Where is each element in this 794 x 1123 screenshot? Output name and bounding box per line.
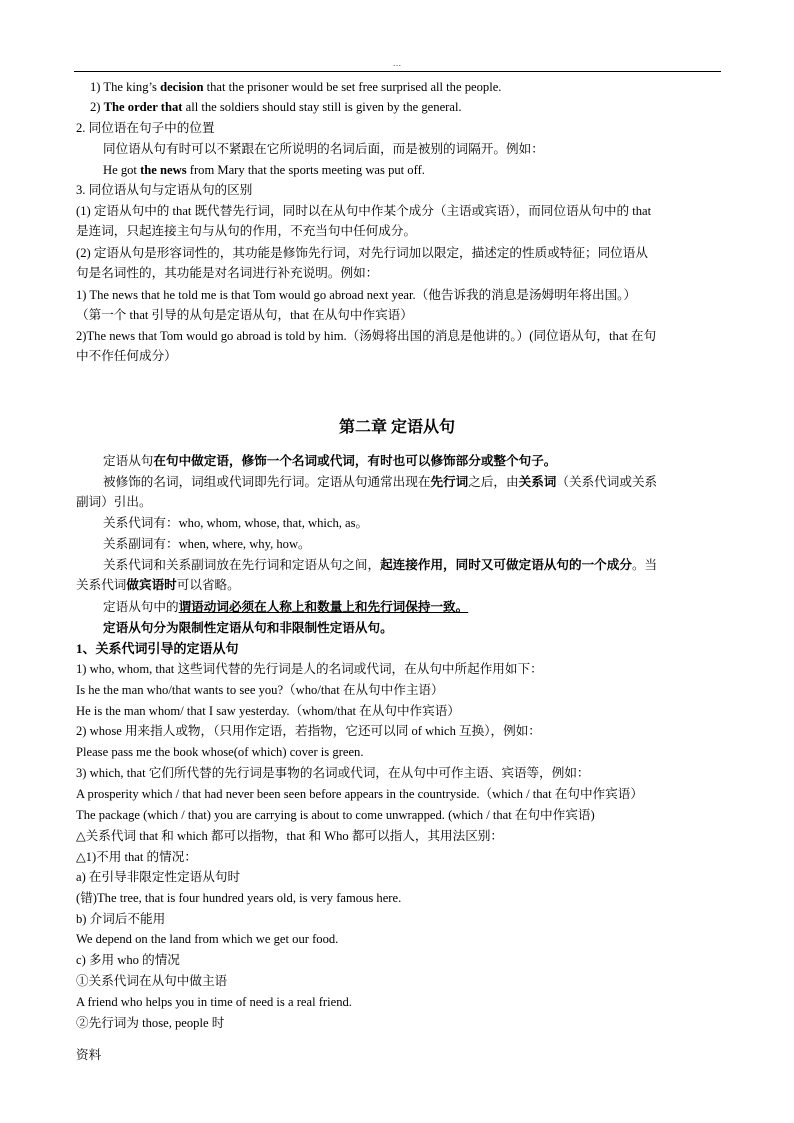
text-line: 定语从句在句中做定语，修饰一个名词或代词，有时也可以修饰部分或整个句子。 xyxy=(103,454,557,468)
text-line: 关系代词有：who, whom, whose, that, which, as。 xyxy=(103,516,369,530)
text-line: 关系代词做宾语时可以省略。 xyxy=(76,578,240,592)
text-line: (错)The tree, that is four hundred years old, is very famous here. xyxy=(76,891,402,905)
text-line: △关系代词 that 和 which 都可以指物，that 和 Who 都可以指人，其用法区别： xyxy=(76,829,504,843)
text-line: (2) 定语从句是形容词性的，其功能是修饰先行词，对先行词加以限定，描述定的性质或特征；同位语从 xyxy=(76,246,648,260)
text-line: b) 介词后不能用 xyxy=(76,912,166,926)
text-line: 被修饰的名词，词组或代词即先行词。定语从句通常出现在先行词之后，由关系词（关系代词或关系 xyxy=(103,475,658,489)
text-line: 2) The order that all the soldiers should stay still is given by the general. xyxy=(90,100,462,114)
text-line: The package (which / that) you are carrying is about to come unwrapped. (which / that 在句中作宾语) xyxy=(76,808,595,822)
text-line: 关系副词有：when, where, why, how。 xyxy=(103,537,311,551)
text-line: 2. 同位语在句子中的位置 xyxy=(76,121,215,135)
text-line: c) 多用 who 的情况 xyxy=(76,953,180,967)
text-line: 2) whose 用来指人或物，（只用作定语，若指物，它还可以同 of which 互换），例如： xyxy=(76,724,541,738)
text-line: 定语从句分为限制性定语从句和非限制性定语从句。 xyxy=(103,621,393,635)
text-line: A friend who helps you in time of need is a real friend. xyxy=(76,995,352,1009)
text-line: 2)The news that Tom would go abroad is told by him.（汤姆将出国的消息是他讲的。）(同位语从句，that 在句 xyxy=(76,329,657,343)
text-line: 定语从句中的谓语动词必须在人称上和数量上和先行词保持一致。 xyxy=(103,600,469,614)
text-line: (1) 定语从句中的 that 既代替先行词，同时以在从句中作某个成分（主语或宾语），而同位语从句中的 that xyxy=(76,204,652,218)
text-line: 1) The news that he told me is that Tom would go abroad next year.（他告诉我的消息是汤姆明年将出国。） xyxy=(76,288,637,302)
chapter-title: 第二章 定语从句 xyxy=(338,419,455,436)
text-line: △1)不用 that 的情况： xyxy=(76,850,197,864)
text-line: 是连词，只起连接主句与从句的作用，不充当句中任何成分。 xyxy=(76,224,417,238)
section-heading: 1、关系代词引导的定语从句 xyxy=(76,641,239,656)
text-line: We depend on the land from which we get our food. xyxy=(76,932,339,946)
text-line: 副词）引出。 xyxy=(76,495,152,509)
header-mark: … xyxy=(392,58,402,68)
text-line: He is the man whom/ that I saw yesterday.（whom/that 在从句中作宾语） xyxy=(76,704,460,718)
text-line: ①关系代词在从句中做主语 xyxy=(76,974,228,988)
text-line: 同位语从句有时可以不紧跟在它所说明的名词后面，而是被别的词隔开。例如： xyxy=(103,142,544,156)
text-line: Is he the man who/that wants to see you?（who/that 在从句中作主语） xyxy=(76,683,444,697)
text-line: 1) who, whom, that 这些词代替的先行词是人的名词或代词，在从句中所起作用如下： xyxy=(76,662,543,676)
text-line: 关系代词和关系副词放在先行词和定语从句之间，起连接作用，同时又可做定语从句的一个成分。当 xyxy=(103,558,658,572)
text-line: Please pass me the book whose(of which) cover is green. xyxy=(76,745,364,759)
text-line: 1) The king’s decision that the prisoner would be set free surprised all the people. xyxy=(90,80,502,94)
text-line: A prosperity which / that had never been seen before appears in the countryside.（which / that 在句中作宾语） xyxy=(76,787,643,801)
header-rule xyxy=(74,71,721,72)
text-line: 中不作任何成分） xyxy=(76,349,177,363)
text-line: 句是名词性的，其功能是对名词进行补充说明。例如： xyxy=(76,266,379,280)
footer-text: 资料 xyxy=(76,1048,102,1062)
text-line: 3. 同位语从句与定语从句的区别 xyxy=(76,183,253,197)
text-line: a) 在引导非限定性定语从句时 xyxy=(76,870,241,884)
text-line: He got the news from Mary that the sports meeting was put off. xyxy=(103,163,425,177)
text-line: 3) which, that 它们所代替的先行词是事物的名词或代词，在从句中可作主语、宾语等，例如： xyxy=(76,766,590,780)
text-line: （第一个 that 引导的从句是定语从句，that 在从句中作宾语） xyxy=(76,308,413,322)
text-line: ②先行词为 those, people 时 xyxy=(76,1016,225,1030)
